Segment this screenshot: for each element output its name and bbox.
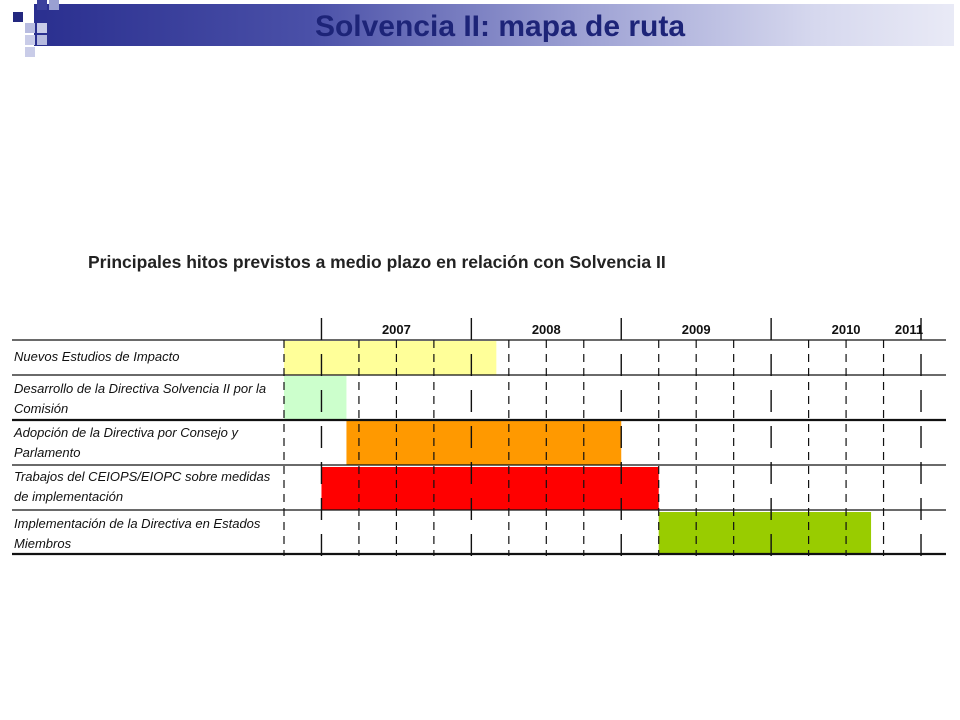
gantt-bar-0 xyxy=(284,341,496,375)
row-label-2: Adopción de la Directiva por Consejo y Parlamento xyxy=(14,425,239,460)
page-title: Solvencia II: mapa de ruta xyxy=(314,10,686,43)
year-label-2008: 2008 xyxy=(531,322,561,337)
row-label-3: Trabajos del CEIOPS/EIOPC sobre medidas de implementación xyxy=(14,469,271,504)
year-label-2010: 2010 xyxy=(831,322,861,337)
gantt-bar-4 xyxy=(659,512,871,554)
gantt-bar-3 xyxy=(321,467,658,510)
year-label-2007: 2007 xyxy=(381,322,411,337)
year-label-2011: 2011 xyxy=(894,322,924,337)
row-label-4: Implementación de la Directiva en Estados Miembros xyxy=(14,516,261,551)
row-label-0: Nuevos Estudios de Impacto xyxy=(14,349,180,364)
chart-title: Principales hitos previstos a medio plazo en relación con Solvencia II xyxy=(88,252,666,272)
gantt-bar-1 xyxy=(284,376,346,419)
year-label-2009: 2009 xyxy=(681,322,711,337)
gantt-bar-2 xyxy=(346,421,621,465)
row-label-1: Desarrollo de la Directiva Solvencia II por la Comisión xyxy=(14,381,267,416)
